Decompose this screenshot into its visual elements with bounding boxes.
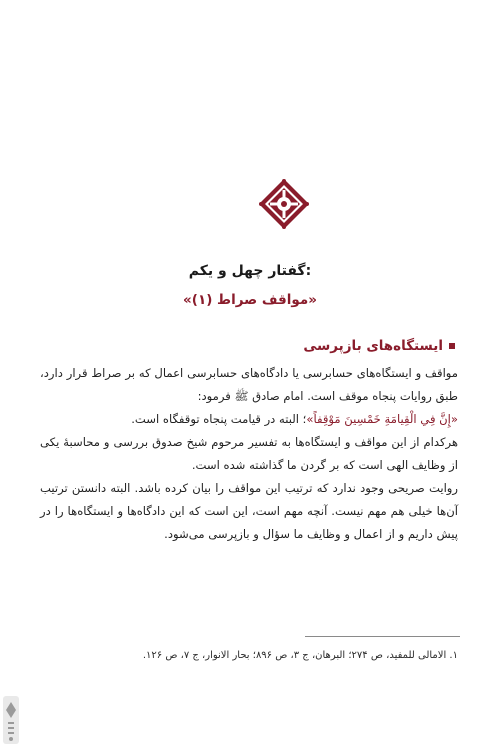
section-heading <box>303 338 455 354</box>
footnote-divider <box>305 636 460 637</box>
chapter-subtitle: «مواقف صراط (۱)» <box>183 292 317 308</box>
paragraph-1: مواقف و ایستگاه‌های حسابرسی یا دادگاه‌های حسابرسی اعمال که بر صراط قرار دارد، طبق روایات پنجاه موقف است. امام صادق ﷺ فرمود: <box>40 366 458 403</box>
chapter-title: گفتار چهل و یکم: <box>188 263 312 279</box>
section-heading-text: ایستگاه‌های بازپرسی <box>303 338 443 354</box>
bullet-square-icon <box>449 343 455 349</box>
paragraph-3: هرکدام از این مواقف و ایستگاه‌ها به تفسیر مرحوم شیخ صدوق بررسی و محاسبهٔ یکی از وظایف الهی است که بر گردن ما گذاشته شده است. <box>40 435 458 472</box>
footnote: ۱. الامالی للمفید، ص ۲۷۴؛ البرهان، ج ۳، ص ۸۹۶؛ بحار الانوار، ج ۷، ص ۱۲۶. <box>142 650 458 661</box>
hadith-quote: «إِنَّ فِي الْقِيامَةِ خَمْسِينَ مَوْقِفاً» <box>306 412 458 426</box>
publisher-logo-icon <box>2 696 20 744</box>
arabesque-ornament-icon <box>258 178 310 230</box>
body-text <box>40 362 458 546</box>
paragraph-2 <box>40 408 458 431</box>
hadith-translation: ؛ البته در قیامت پنجاه توقفگاه است. <box>131 412 307 426</box>
paragraph-4: روایت صریحی وجود ندارد که ترتیب این مواقف را بیان کرده باشد. البته دانستن ترتیب آن‌ها خیلی هم مهم نیست. آنچه مهم است، این است که این دادگاه‌ها و ایستگاه‌ها را در پیش داریم و از اعمال و وظایف ما سؤال و بازپرسی می‌شود. <box>40 481 458 541</box>
